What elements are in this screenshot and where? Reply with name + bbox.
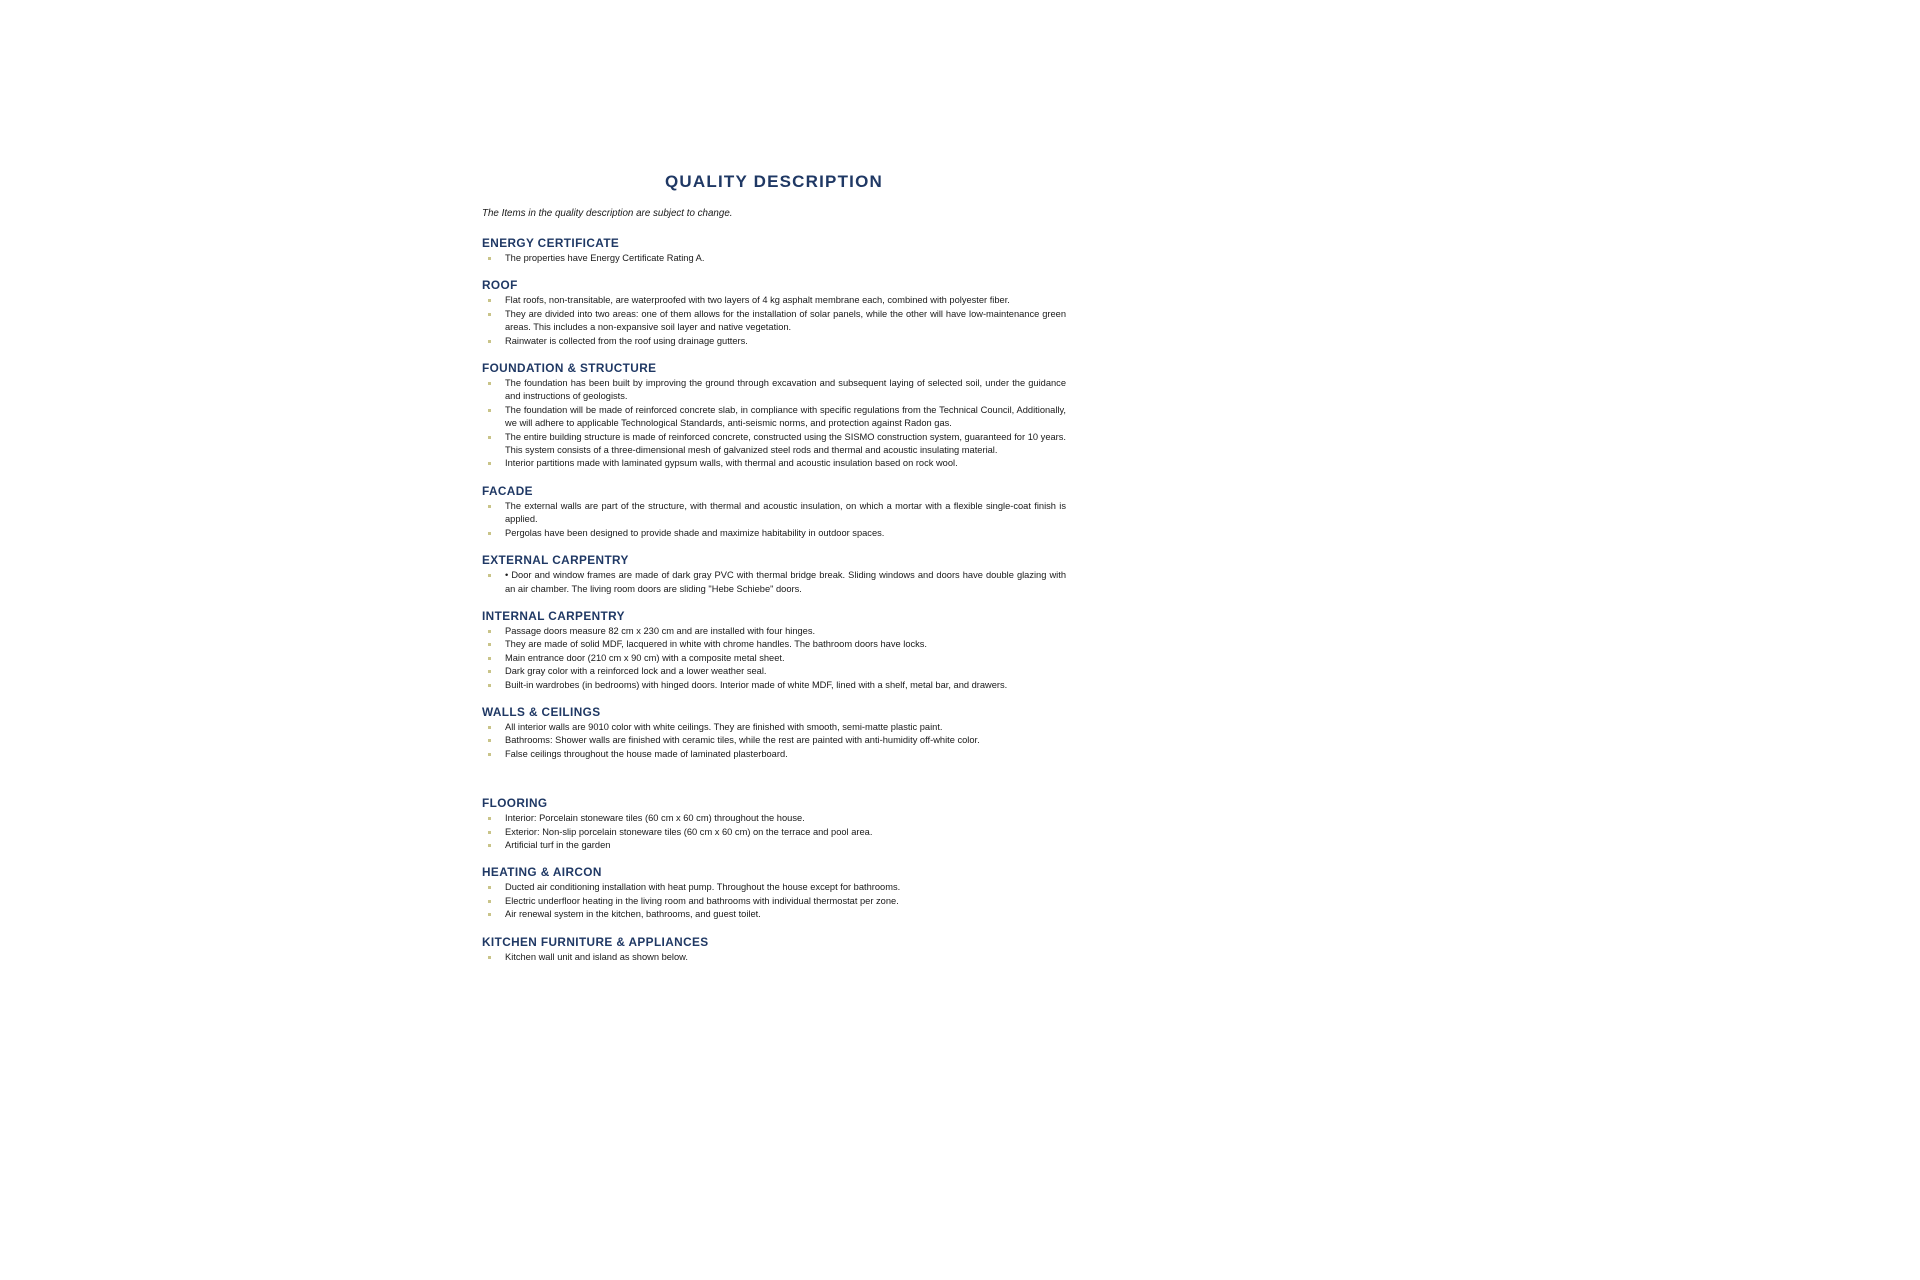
section-heading: HEATING & AIRCON [482,865,602,880]
bullet-item [482,721,1066,734]
bullet-list [482,625,1066,692]
bullet-text: • Door and window frames are made of dark gray PVC with thermal bridge break. Sliding windows and doors have double glazing with an air chamber. The living room doors are sliding "Hebe Schiebe" doors. [505,570,1066,594]
bullet-text: False ceilings throughout the house made of laminated plasterboard. [505,748,788,759]
bullet-text: Dark gray color with a reinforced lock and a lower weather seal. [505,666,767,677]
bullet-marker-icon [488,299,491,302]
bullet-item [482,527,1066,540]
bullet-list [482,500,1066,540]
bullet-text: Bathrooms: Shower walls are finished with ceramic tiles, while the rest are painted with anti-humidity off-white color. [505,735,980,746]
bullet-text: Exterior: Non-slip porcelain stoneware tiles (60 cm x 60 cm) on the terrace and pool area. [505,826,873,837]
section-facade [482,484,1066,540]
bullet-text: Ducted air conditioning installation with heat pump. Throughout the house except for bathrooms. [505,882,901,893]
bullet-marker-icon [488,900,491,903]
section-energy-certificate [482,236,1066,265]
sections-container [482,236,1066,964]
bullet-text: Passage doors measure 82 cm x 230 cm and are installed with four hinges. [505,625,816,636]
bullet-item [482,625,1066,638]
page-title: QUALITY DESCRIPTION [664,172,883,191]
bullet-marker-icon [488,753,491,756]
bullet-item [482,294,1066,307]
bullet-list [482,377,1066,471]
bullet-marker-icon [488,630,491,633]
bullet-text: The properties have Energy Certificate Rating A. [505,253,705,263]
bullet-item [482,652,1066,665]
bullet-item [482,895,1066,908]
bullet-list [482,294,1066,348]
bullet-item [482,665,1066,678]
section-external-carpentry [482,553,1066,596]
bullet-text: Air renewal system in the kitchen, bathrooms, and guest toilet. [505,909,761,920]
bullet-text: Electric underfloor heating in the living room and bathrooms with individual thermostat per zone. [505,895,899,906]
section-heading: ENERGY CERTIFICATE [482,236,620,250]
bullet-text: The entire building structure is made of reinforced concrete, constructed using the SISMO construction system, guaranteed for 10 years. This system consists of a three-dimensional mesh of galvanized steel rods and thermal and acoustic insulating material. [505,431,1066,456]
bullet-text: Flat roofs, non-transitable, are waterproofed with two layers of 4 kg asphalt membrane each, combined with polyester fiber. [505,295,1010,306]
bullet-item [482,377,1066,404]
section-foundation-structure [482,361,1066,471]
bullet-list [482,951,1066,964]
bullet-marker-icon [488,844,491,847]
bullet-item [482,881,1066,894]
bullet-item [482,748,1066,761]
bullet-text: The external walls are part of the structure, with thermal and acoustic insulation, on which a mortar with a flexible single-coat finish is applied. [505,500,1066,525]
bullet-marker-icon [488,739,491,742]
bullet-text: Artificial turf in the garden [505,839,611,850]
document-page [482,172,1066,964]
bullet-marker-icon [488,409,491,412]
bullet-item [482,252,1066,265]
bullet-marker-icon [488,436,491,439]
bullet-marker-icon [488,462,491,465]
section-heading: FLOORING [482,796,548,811]
bullet-text: The foundation will be made of reinforced concrete slab, in compliance with specific regulations from the Technical Council, Additionally, we will adhere to applicable Technological Standards, anti-seismic norms, and protection against Radon gas. [505,404,1066,429]
bullet-text: Rainwater is collected from the roof using drainage gutters. [505,335,748,346]
bullet-marker-icon [488,340,491,343]
section-heading: ROOF [482,278,518,293]
section-heating-aircon [482,865,1066,921]
bullet-text: All interior walls are 9010 color with white ceilings. They are finished with smooth, semi-matte plastic paint. [505,721,943,732]
bullet-marker-icon [488,257,491,260]
bullet-item [482,951,1066,964]
bullet-item [482,839,1066,852]
section-heading: FACADE [482,483,533,498]
bullet-item [482,638,1066,651]
bullet-list [482,881,1066,921]
bullet-marker-icon [488,913,491,916]
bullet-item [482,500,1066,527]
section-roof [482,278,1066,348]
bullet-text: They are made of solid MDF, lacquered in white with chrome handles. The bathroom doors have locks. [505,639,928,650]
bullet-text: Main entrance door (210 cm x 90 cm) with a composite metal sheet. [505,652,785,663]
bullet-text: They are divided into two areas: one of them allows for the installation of solar panels, while the other will have low-maintenance green areas. This includes a non-expansive soil layer and native vegetation. [505,308,1066,333]
bullet-text: Kitchen wall unit and island as shown below. [505,951,688,962]
bullet-list [482,252,1066,265]
bullet-list [482,569,1066,596]
section-heading: EXTERNAL CARPENTRY [482,553,629,568]
bullet-item [482,308,1066,335]
bullet-item [482,826,1066,839]
bullet-item [482,431,1066,458]
bullet-marker-icon [488,532,491,535]
section-walls-ceilings [482,705,1066,761]
bullet-text: The foundation has been built by improving the ground through excavation and subsequent laying of selected soil, under the guidance and instructions of geologists. [505,378,1066,402]
bullet-marker-icon [488,574,491,577]
section-heading: FOUNDATION & STRUCTURE [482,361,657,376]
bullet-marker-icon [488,956,491,959]
bullet-marker-icon [488,643,491,646]
bullet-marker-icon [488,313,491,316]
section-heading: KITCHEN FURNITURE & APPLIANCES [482,934,709,949]
section-heading: WALLS & CEILINGS [482,704,601,719]
bullet-marker-icon [488,886,491,889]
bullet-marker-icon [488,684,491,687]
section-internal-carpentry [482,609,1066,692]
bullet-text: Built-in wardrobes (in bedrooms) with hinged doors. Interior made of white MDF, lined with a shelf, metal bar, and drawers. [505,679,1008,690]
section-heading: INTERNAL CARPENTRY [482,608,625,623]
bullet-text: Interior partitions made with laminated gypsum walls, with thermal and acoustic insulation based on rock wool. [505,458,958,469]
bullet-item [482,335,1066,348]
bullet-item [482,812,1066,825]
bullet-marker-icon [488,382,491,385]
bullet-item [482,679,1066,692]
bullet-item [482,569,1066,596]
bullet-marker-icon [488,505,491,508]
bullet-item [482,457,1066,470]
bullet-item [482,734,1066,747]
bullet-marker-icon [488,831,491,834]
bullet-list [482,812,1066,852]
bullet-text: Interior: Porcelain stoneware tiles (60 cm x 60 cm) throughout the house. [505,813,805,824]
section-flooring [482,796,1066,852]
disclaimer-note: The Items in the quality description are subject to change. [482,208,733,219]
bullet-marker-icon [488,670,491,673]
bullet-marker-icon [488,817,491,820]
bullet-item [482,908,1066,921]
bullet-item [482,404,1066,431]
bullet-marker-icon [488,657,491,660]
bullet-list [482,721,1066,761]
bullet-marker-icon [488,726,491,729]
bullet-text: Pergolas have been designed to provide shade and maximize habitability in outdoor spaces. [505,527,885,538]
section-kitchen-furniture-appliances [482,935,1066,964]
